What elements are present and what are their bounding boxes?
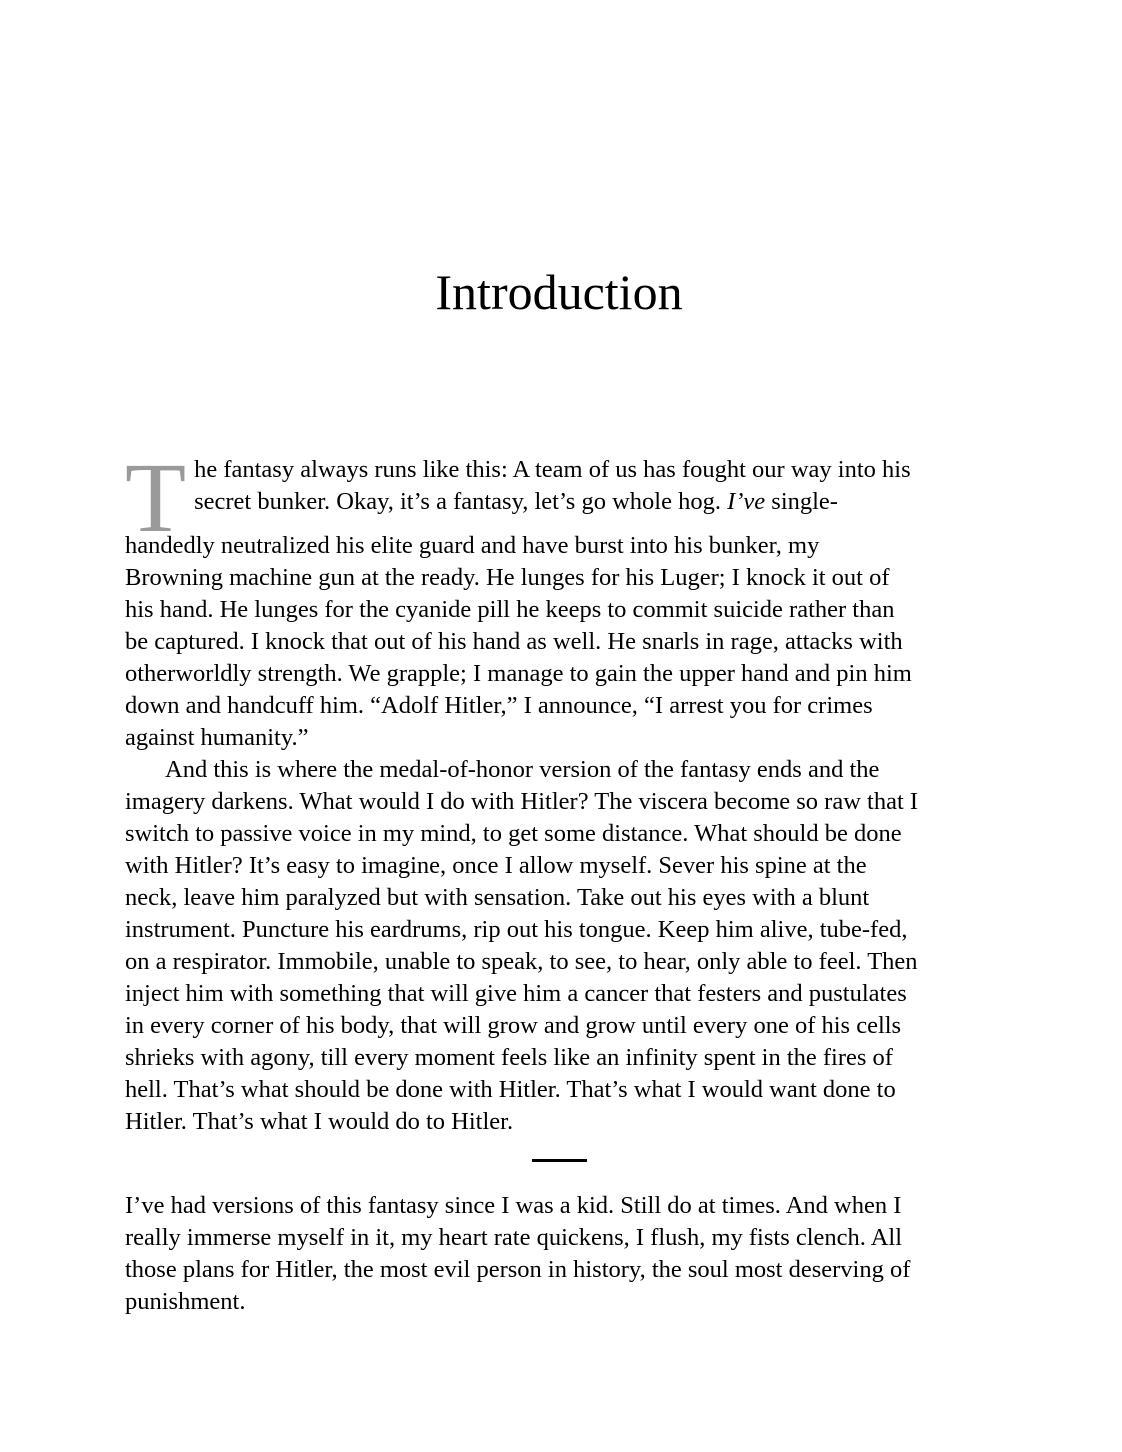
text-line: And this is where the medal-of-honor version of the fantasy ends and the bbox=[165, 756, 880, 783]
scene-break-divider bbox=[532, 1159, 587, 1162]
text-line: Browning machine gun at the ready. He lunges for his Luger; I knock it out of bbox=[125, 564, 890, 591]
text-line: in every corner of his body, that will grow and grow until every one of his cells bbox=[125, 1012, 902, 1039]
text-line: imagery darkens. What would I do with Hitler? The viscera become so raw that I bbox=[125, 788, 919, 815]
text-segment: single- bbox=[765, 488, 838, 515]
text-line: his hand. He lunges for the cyanide pill he keeps to commit suicide rather than bbox=[125, 596, 895, 623]
text-line: instrument. Puncture his eardrums, rip out his tongue. Keep him alive, tube-fed, bbox=[125, 916, 908, 943]
text-line: otherworldly strength. We grapple; I manage to gain the upper hand and pin him bbox=[125, 660, 912, 687]
emphasis-word: I’ve bbox=[727, 488, 766, 515]
text-line: against humanity.” bbox=[125, 724, 309, 751]
text-line: Hitler. That’s what I would do to Hitler. bbox=[125, 1108, 514, 1135]
third-paragraph bbox=[125, 1190, 1000, 1318]
text-line: hell. That’s what should be done with Hitler. That’s what I would want done to bbox=[125, 1076, 896, 1103]
text-line: punishment. bbox=[125, 1288, 246, 1315]
text-line: he fantasy always runs like this: A team of us has fought our way into his bbox=[194, 456, 911, 483]
text-line: really immerse myself in it, my heart rate quickens, I flush, my fists clench. All bbox=[125, 1224, 903, 1251]
chapter-title: Introduction bbox=[435, 264, 683, 320]
text-line: those plans for Hitler, the most evil person in history, the soul most deserving of bbox=[125, 1256, 911, 1283]
text-segment: secret bunker. Okay, it’s a fantasy, let’s go whole hog. bbox=[194, 488, 728, 515]
drop-cap: T bbox=[125, 442, 187, 553]
text-line: switch to passive voice in my mind, to get some distance. What should be done bbox=[125, 820, 902, 847]
text-line: with Hitler? It’s easy to imagine, once I allow myself. Sever his spine at the bbox=[125, 852, 867, 879]
text-line: I’ve had versions of this fantasy since I was a kid. Still do at times. And when I bbox=[125, 1192, 902, 1219]
text-line bbox=[125, 486, 1000, 518]
opening-paragraph bbox=[125, 442, 1000, 1138]
text-line: handedly neutralized his elite guard and have burst into his bunker, my bbox=[125, 532, 820, 559]
text-line: shrieks with agony, till every moment feels like an infinity spent in the fires of bbox=[125, 1044, 893, 1071]
text-line: down and handcuff him. “Adolf Hitler,” I announce, “I arrest you for crimes bbox=[125, 692, 873, 719]
text-line: be captured. I knock that out of his hand as well. He snarls in rage, attacks with bbox=[125, 628, 903, 655]
text-line: neck, leave him paralyzed but with sensation. Take out his eyes with a blunt bbox=[125, 884, 870, 911]
text-line: on a respirator. Immobile, unable to speak, to see, to hear, only able to feel. Then bbox=[125, 948, 918, 975]
text-line: inject him with something that will give him a cancer that festers and pustulates bbox=[125, 980, 907, 1007]
